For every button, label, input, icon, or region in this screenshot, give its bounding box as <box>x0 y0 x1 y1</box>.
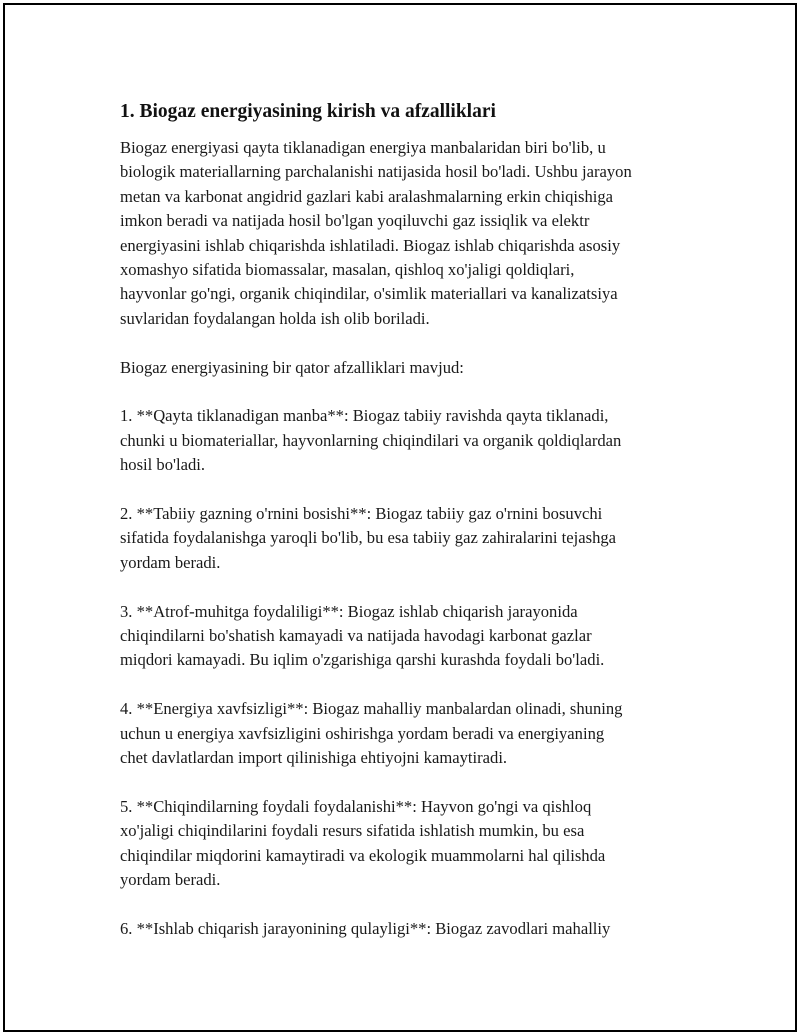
advantage-item-3: 3. **Atrof-muhitga foydaliligi**: Biogaz ishlab chiqarish jarayonida chiqindilarni bo'shatish kamayadi va natijada havodagi karbonat gazlar miqdori kamayadi. Bu iqlim o'zgarishiga qarshi kurashda foydali bo'ladi. <box>120 601 605 670</box>
document-body <box>120 98 700 966</box>
advantage-item-6: 6. **Ishlab chiqarish jarayonining qulayligi**: Biogaz zavodlari mahalliy <box>120 918 611 938</box>
document-heading: 1. Biogaz energiyasining kirish va afzalliklari <box>120 101 496 122</box>
advantage-item-5: 5. **Chiqindilarning foydali foydalanishi**: Hayvon go'ngi va qishloq xo'jaligi chiqindilarini foydali resurs sifatida ishlatish mumkin, bu esa chiqindilar miqdorini kamaytiradi va ekologik muammolarni hal qilishda yordam beradi. <box>120 796 606 890</box>
advantage-item-4: 4. **Energiya xavfsizligi**: Biogaz mahalliy manbalardan olinadi, shuning uchun u energiya xavfsizligini oshirishga yordam beradi va energiyaning chet davlatlardan import qilinishiga ehtiyojni kamaytiradi. <box>120 699 623 768</box>
document-page <box>3 3 797 1032</box>
advantages-intro-paragraph: Biogaz energiyasining bir qator afzalliklari mavjud: <box>120 357 464 377</box>
intro-paragraph: Biogaz energiyasi qayta tiklanadigan energiya manbalaridan biri bo'lib, u biologik materiallarning parchalanishi natijasida hosil bo'ladi. Ushbu jarayon metan va karbonat angidrid gazlari kabi aralashmalarning erkin chiqishiga imkon beradi va natijada hosil bo'lgan yoqiluvchi gaz issiqlik va elektr energiyasini ishlab chiqarishda ishlatiladi. Biogaz ishlab chiqarishda asosiy xomashyo sifatida biomassalar, masalan, qishloq xo'jaligi qoldiqlari, hayvonlar go'ngi, organik chiqindilar, o'simlik materiallari va kanalizatsiya suvlaridan foydalangan holda ish olib boriladi. <box>120 138 632 328</box>
advantage-item-2: 2. **Tabiiy gazning o'rnini bosishi**: Biogaz tabiiy gaz o'rnini bosuvchi sifatida foydalanishga yaroqli bo'lib, bu esa tabiiy gaz zahiralarini tejashga yordam beradi. <box>120 504 617 572</box>
advantage-item-1: 1. **Qayta tiklanadigan manba**: Biogaz tabiiy ravishda qayta tiklanadi, chunki u biomateriallar, hayvonlarning chiqindilari va organik qoldiqlardan hosil bo'ladi. <box>120 406 622 475</box>
